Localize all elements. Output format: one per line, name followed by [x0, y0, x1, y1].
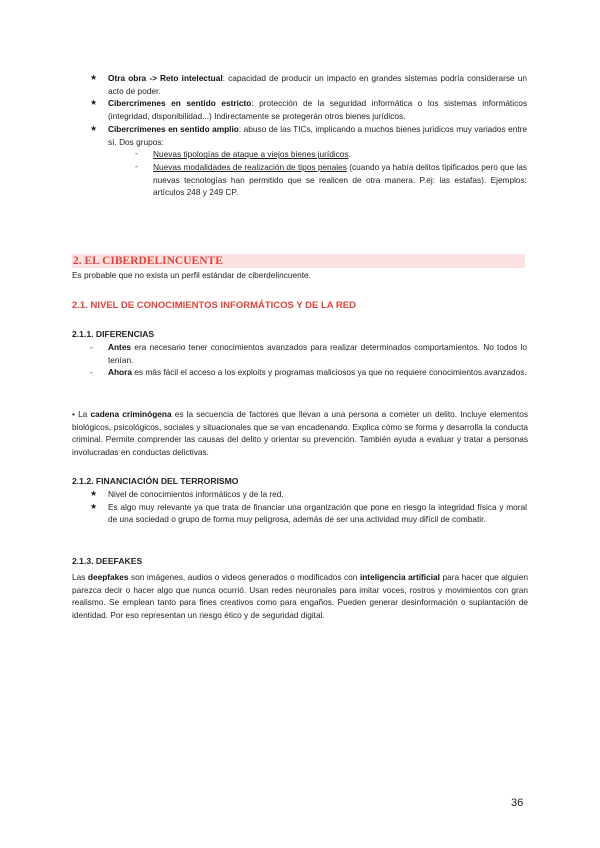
star-bullet-icon: ★: [90, 123, 98, 133]
differences-list: [90, 341, 527, 379]
subsubsection-title: 2.1.3. DEEFAKES: [72, 556, 143, 566]
term: Antes: [108, 342, 132, 352]
description: : protección de la seguridad informática o los sistemas informáticos (integridad, disponibilidad...) Indirectamente se protegerán otros bienes jurídicos.: [108, 98, 527, 122]
description: Nivel de conocimientos informáticos y de la red.: [108, 489, 284, 499]
dash-bullet-icon: -: [135, 149, 138, 159]
subsubsection-title: 2.1.1. DIFERENCIAS: [72, 329, 155, 339]
top-star-list: [90, 72, 527, 199]
group-text: .: [348, 149, 351, 160]
description: era necesario tener conocimientos avanzados para realizar determinados comportamientos. No todos lo tenían.: [108, 342, 527, 365]
term: Ahora: [108, 367, 132, 378]
dash-bullet-icon: -: [90, 367, 93, 378]
description: es la secuencia de factores que llevan a una persona a cometer un delito. Incluye elementos biológicos, psicológicos, sociales y situacionales que se van encadenando. Explica cómo se forma y desarrolla la conducta criminal. Permite comprender las causas del delito y orientar su prevención. También ayuda a evaluar y tratar a personas involucradas en conductas delictivas.: [72, 409, 528, 458]
list-item: [90, 341, 527, 366]
list-item: [90, 366, 527, 379]
criminogenic-chain-paragraph: [72, 408, 528, 459]
group-title: Nuevas tipologías de ataque a viejos bienes jurídicos: [153, 149, 349, 160]
text-part: para hacer que alguien parezca decir o hacer algo que nunca ocurrió. Usan redes neuronales para imitar voces, rostros y movimientos con gran realismo. Se emplean tanto para fines creativos como para engaños. Pueden generar desinformación o suplantación de identidad. Por eso representan un riesgo ético y de seguridad digital.: [72, 572, 528, 621]
dash-bullet-icon: -: [135, 161, 138, 171]
list-item: [90, 97, 527, 122]
list-item: [135, 148, 527, 161]
terrorism-list: [90, 488, 527, 526]
star-bullet-icon: ★: [90, 501, 98, 511]
page-number: 36: [511, 797, 524, 809]
subsubsection-title: 2.1.2. FINANCIACIÓN DEL TERRORISMO: [72, 476, 239, 486]
description: : abuso de las TICs, implicando a muchos bienes jurídicos muy variados entre sí. Dos grupos:: [108, 123, 528, 147]
term: Otra obra -> Reto intelectual: [108, 73, 223, 83]
section-title: 2. EL CIBERDELINCUENTE: [73, 255, 223, 267]
text-part: Las: [72, 572, 88, 582]
term: inteligencia artificial: [359, 572, 440, 582]
description: es más fácil el acceso a los exploits y programas maliciosos ya que no requiere conocimientos avanzados.: [131, 367, 527, 378]
term: Cibercrímenes en sentido estricto: [108, 98, 252, 109]
dash-bullet-icon: -: [90, 342, 93, 352]
group-text: (cuando ya había delitos tipificados pero que las nuevas tecnologías han permitido que se realicen de otra manera. P.ej: las estafas). Ejemplos: artículos 248 y 249 CP.: [153, 161, 527, 198]
star-bullet-icon: ★: [90, 73, 98, 82]
term: cadena criminógena: [90, 409, 172, 419]
list-item: [90, 488, 527, 501]
description: : capacidad de producir un impacto en grandes sistemas podría considerarse un acto de poder.: [108, 73, 527, 96]
subsection-title: 2.1. NIVEL DE CONOCIMIENTOS INFORMÁTICOS Y DE LA RED: [72, 300, 356, 311]
bullet-prefix: • La: [72, 409, 91, 419]
description: Es algo muy relevante ya que trata de financiar una organización que pone en riesgo la integridad física y moral de una sociedad o grupo de forma muy peligrosa, además de ser una actividad muy difícil de combatir.: [108, 501, 527, 525]
list-item: [90, 72, 527, 97]
section-intro: Es probable que no exista un perfil estándar de ciberdelincuente.: [72, 270, 311, 280]
list-item: [90, 123, 527, 199]
text-part: son imágenes, audios o videos generados o modificados con: [128, 572, 360, 582]
list-item: [135, 161, 527, 199]
star-bullet-icon: ★: [90, 489, 98, 498]
term: deepfakes: [87, 572, 129, 582]
groups-list: [135, 148, 527, 199]
deepfakes-paragraph: [72, 571, 528, 622]
list-item: [90, 501, 527, 526]
star-bullet-icon: ★: [90, 98, 98, 108]
group-title: Nuevas modalidades de realización de tipos penales: [153, 161, 347, 172]
term: Cibercrímenes en sentido amplio: [108, 123, 239, 134]
